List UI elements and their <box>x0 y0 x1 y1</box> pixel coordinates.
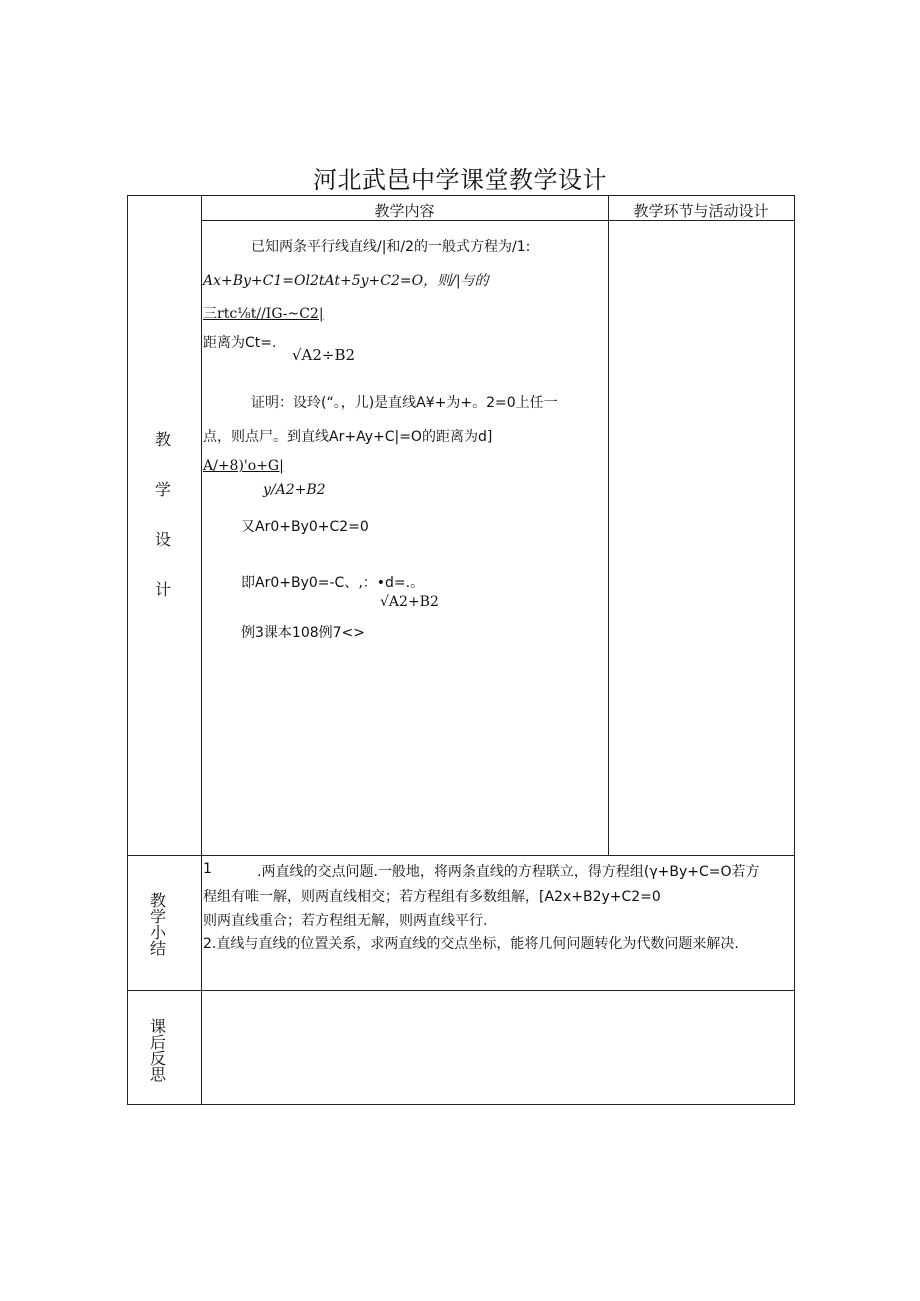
summary-line: .两直线的交点问题.一般地，将两条直线的方程联立，得方程组(γ+By+C=O若方 <box>257 864 760 880</box>
summary-line: 则两直线重合；若方程组无解，则两直线平行. <box>203 913 488 929</box>
content-line: 又Ar0+By0+C2=0 <box>241 519 369 535</box>
content-line: Ax+By+C1=Ol2tAt+5y+C2=O，则/|与的 <box>203 273 489 289</box>
formula-denominator: y/A2+B2 <box>263 482 326 498</box>
content-line: 点，则点尸。到直线Ar+Ay+C|=O的距离为d] <box>203 429 493 445</box>
column-header-activity: 教学环节与活动设计 <box>633 202 769 220</box>
content-line: 已知两条平行线直线/|和/2的一般式方程为/1: <box>251 239 531 255</box>
summary-line: 程组有唯一解，则两直线相交；若方程组有多数组解，[A2x+B2y+C2=0 <box>203 889 661 905</box>
content-line: 三rtc⅛t//IG-~C2| <box>203 306 324 322</box>
formula-denominator: √A2÷B2 <box>292 346 356 364</box>
content-line: 即Ar0+By0=-C、,：•d=.。 <box>241 575 425 591</box>
section-label-design: 教 学 设 计 <box>154 430 171 599</box>
content-line: 例3课本108例7<> <box>241 625 365 641</box>
section-label-reflection: 课 后 反 思 <box>149 1017 166 1084</box>
section-label-summary: 教 学 小 结 <box>149 891 166 958</box>
summary-item-number: 1 <box>203 861 212 877</box>
summary-line: 2.直线与直线的位置关系，求两直线的交点坐标，能将几何问题转化为代数问题来解决. <box>203 936 739 952</box>
column-header-content: 教学内容 <box>374 202 435 220</box>
content-line: 距离为Ct=. <box>203 335 277 351</box>
content-line: A/+8)'o+G| <box>203 458 284 474</box>
document-title: 河北武邑中学课堂教学设计 <box>313 166 607 194</box>
formula-denominator: √A2+B2 <box>380 594 439 610</box>
content-line: 证明：设玲(“。，儿)是直线A¥+为+。2=0上任一 <box>251 395 558 411</box>
